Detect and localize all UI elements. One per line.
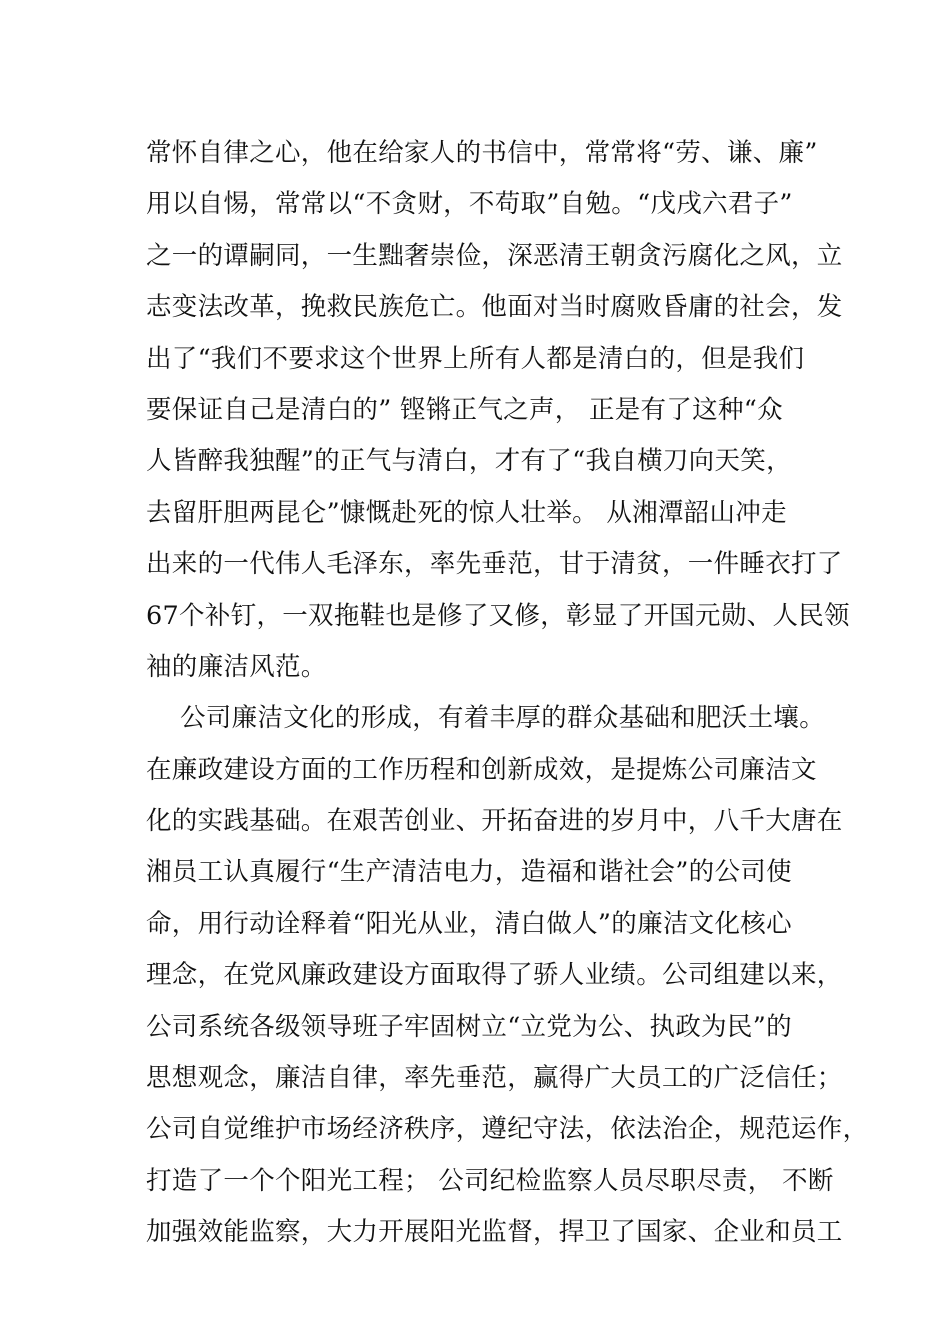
text-line: 命，用行动诠释着“阳光从业，清白做人”的廉洁文化核心 — [146, 908, 792, 939]
text-line: 理念，在党风廉政建设方面取得了骄人业绩。公司组建以来， — [146, 960, 843, 991]
text-line: 公司自觉维护市场经济秩序，遵纪守法，依法治企，规范运作， — [146, 1114, 869, 1145]
text-line: 志变法改革，挽救民族危亡。他面对当时腐败昏庸的社会，发 — [146, 292, 843, 323]
text-line: 人皆醉我独醒”的正气与清白，才有了“我自横刀向天笑， — [146, 446, 792, 477]
text-line: 出了“我们不要求这个世界上所有人都是清白的，但是我们 — [146, 343, 805, 374]
text-line: 思想观念，廉洁自律，率先垂范，赢得广大员工的广泛信任； — [146, 1063, 843, 1094]
text-line: 打造了一个个阳光工程； 公司纪检监察人员尽职尽责， 不断 — [146, 1165, 834, 1196]
text-line: 出来的一代伟人毛泽东，率先垂范，甘于清贫，一件睡衣打了 — [146, 549, 843, 580]
text-line: 湘员工认真履行“生产清洁电力，造福和谐社会”的公司使 — [146, 857, 792, 888]
text-line: 化的实践基础。在艰苦创业、开拓奋进的岁月中，八千大唐在 — [146, 806, 843, 837]
text-line: 67个补钉，一双拖鞋也是修了又修，彰显了开国元勋、人民领 — [146, 600, 850, 631]
paragraph-first-line: 公司廉洁文化的形成，有着丰厚的群众基础和肥沃土壤。 — [180, 703, 826, 734]
text-line: 在廉政建设方面的工作历程和创新成效，是提炼公司廉洁文 — [146, 754, 817, 785]
text-line: 之一的谭嗣同，一生黜奢崇俭，深恶清王朝贪污腐化之风，立 — [146, 240, 843, 271]
text-line: 用以自惕，常常以“不贪财，不苟取”自勉。“戊戌六君子” — [146, 189, 793, 220]
body-text — [146, 128, 869, 1259]
text-line: 公司系统各级领导班子牢固树立“立党为公、执政为民”的 — [146, 1011, 792, 1042]
text-line: 加强效能监察，大力开展阳光监督，捍卫了国家、企业和员工 — [146, 1217, 843, 1248]
text-line: 去留肝胆两昆仑”慷慨赴死的惊人壮举。 从湘潭韶山冲走 — [146, 497, 787, 528]
text-line: 袖的廉洁风范。 — [146, 651, 327, 682]
text-line: 要保证自己是清白的” 铿锵正气之声， 正是有了这种“众 — [146, 394, 783, 425]
text-line: 常怀自律之心，他在给家人的书信中，常常将“劳、谦、廉” — [146, 138, 818, 168]
